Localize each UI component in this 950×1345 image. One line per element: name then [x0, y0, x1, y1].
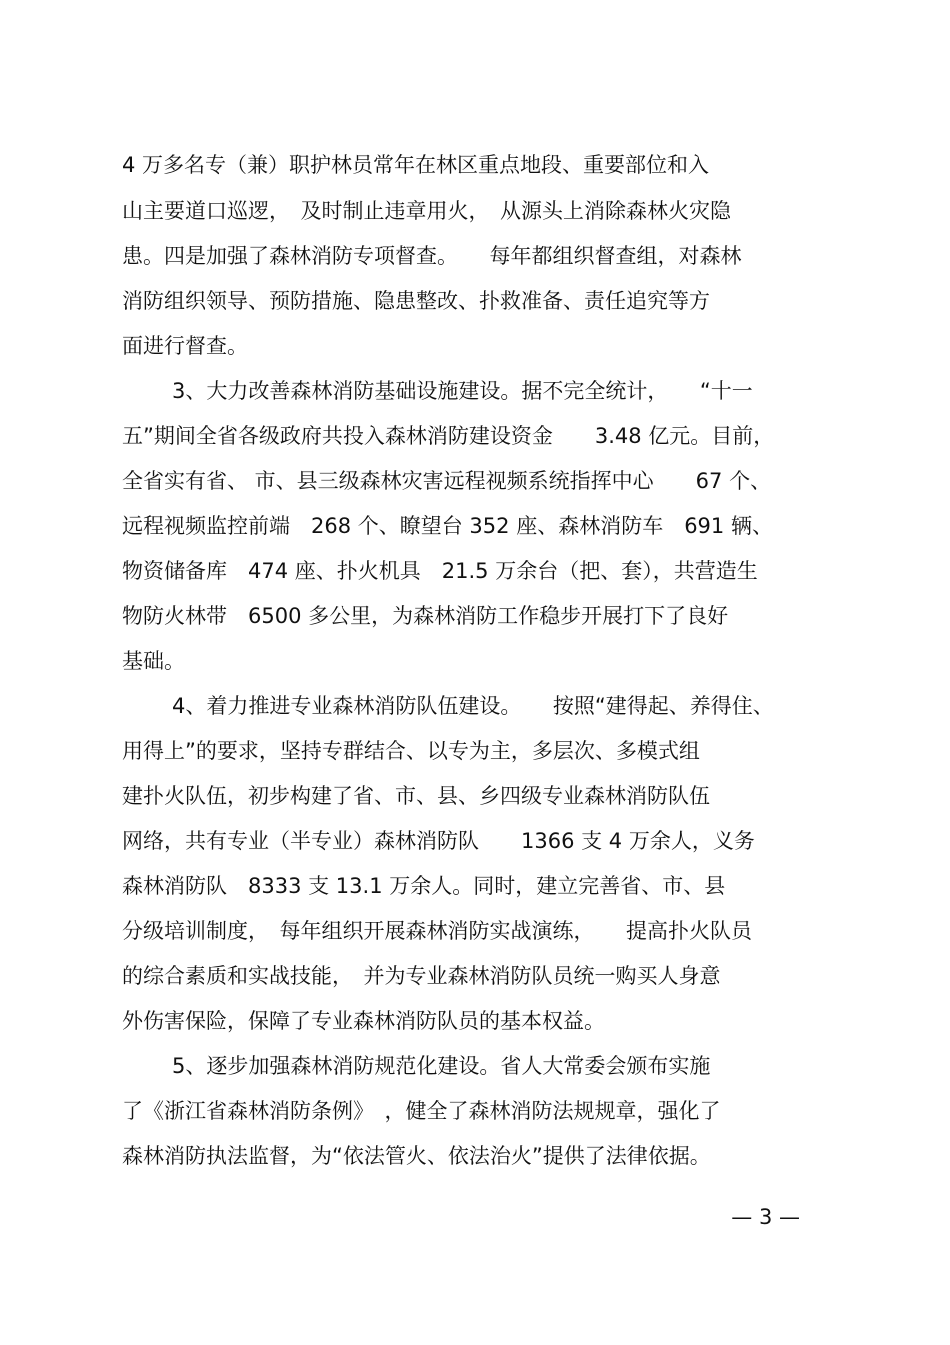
page-number: — 3 — [731, 1205, 800, 1229]
text-line: 森林消防执法监督，为“依法管火、依法治火”提供了法律依据。 [122, 1144, 711, 1168]
text-line: 患。四是加强了森林消防专项督查。 每年都组织督查组，对森林 [122, 244, 742, 268]
text-line: 山主要道口巡逻， 及时制止违章用火， 从源头上消除森林火灾隐 [122, 199, 731, 223]
text-line: 外伤害保险，保障了专业森林消防队员的基本权益。 [122, 1009, 605, 1033]
text-line: 建扑火队伍，初步构建了省、市、县、乡四级专业森林消防队伍 [122, 784, 710, 808]
text-line: 3、大力改善森林消防基础设施建设。据不完全统计， “十一 [172, 379, 753, 403]
text-line: 用得上”的要求，坚持专群结合、以专为主，多层次、多模式组 [122, 739, 700, 763]
text-line: 基础。 [122, 649, 185, 673]
text-line: 消防组织领导、预防措施、隐患整改、扑救准备、责任追究等方 [122, 289, 710, 313]
text-line: 的综合素质和实战技能， 并为专业森林消防队员统一购买人身意 [122, 964, 721, 988]
text-line: 了《浙江省森林消防条例》 ，健全了森林消防法规规章，强化了 [122, 1099, 721, 1123]
text-line: 4 万多名专（兼）职护林员常年在林区重点地段、重要部位和入 [122, 153, 710, 177]
text-line: 4、着力推进专业森林消防队伍建设。 按照“建得起、养得住、 [172, 694, 774, 718]
text-line: 面进行督查。 [122, 334, 248, 358]
text-line: 森林消防队 8333 支 13.1 万余人。同时，建立完善省、市、县 [122, 874, 726, 898]
text-line: 物资储备库 474 座、扑火机具 21.5 万余台（把、套），共营造生 [122, 559, 758, 583]
text-line: 物防火林带 6500 多公里，为森林消防工作稳步开展打下了良好 [122, 604, 729, 628]
text-line: 五”期间全省各级政府共投入森林消防建设资金 3.48 亿元。目前， [122, 424, 775, 448]
text-line: 分级培训制度， 每年组织开展森林消防实战演练， 提高扑火队员 [122, 919, 752, 943]
text-line: 远程视频监控前端 268 个、瞭望台 352 座、森林消防车 691 辆、 [122, 514, 773, 538]
text-line: 网络，共有专业（半专业）森林消防队 1366 支 4 万余人，义务 [122, 829, 755, 853]
text-line: 全省实有省、 市、县三级森林灾害远程视频系统指挥中心 67 个、 [122, 469, 772, 493]
text-line: 5、逐步加强森林消防规范化建设。省人大常委会颁布实施 [172, 1054, 711, 1078]
